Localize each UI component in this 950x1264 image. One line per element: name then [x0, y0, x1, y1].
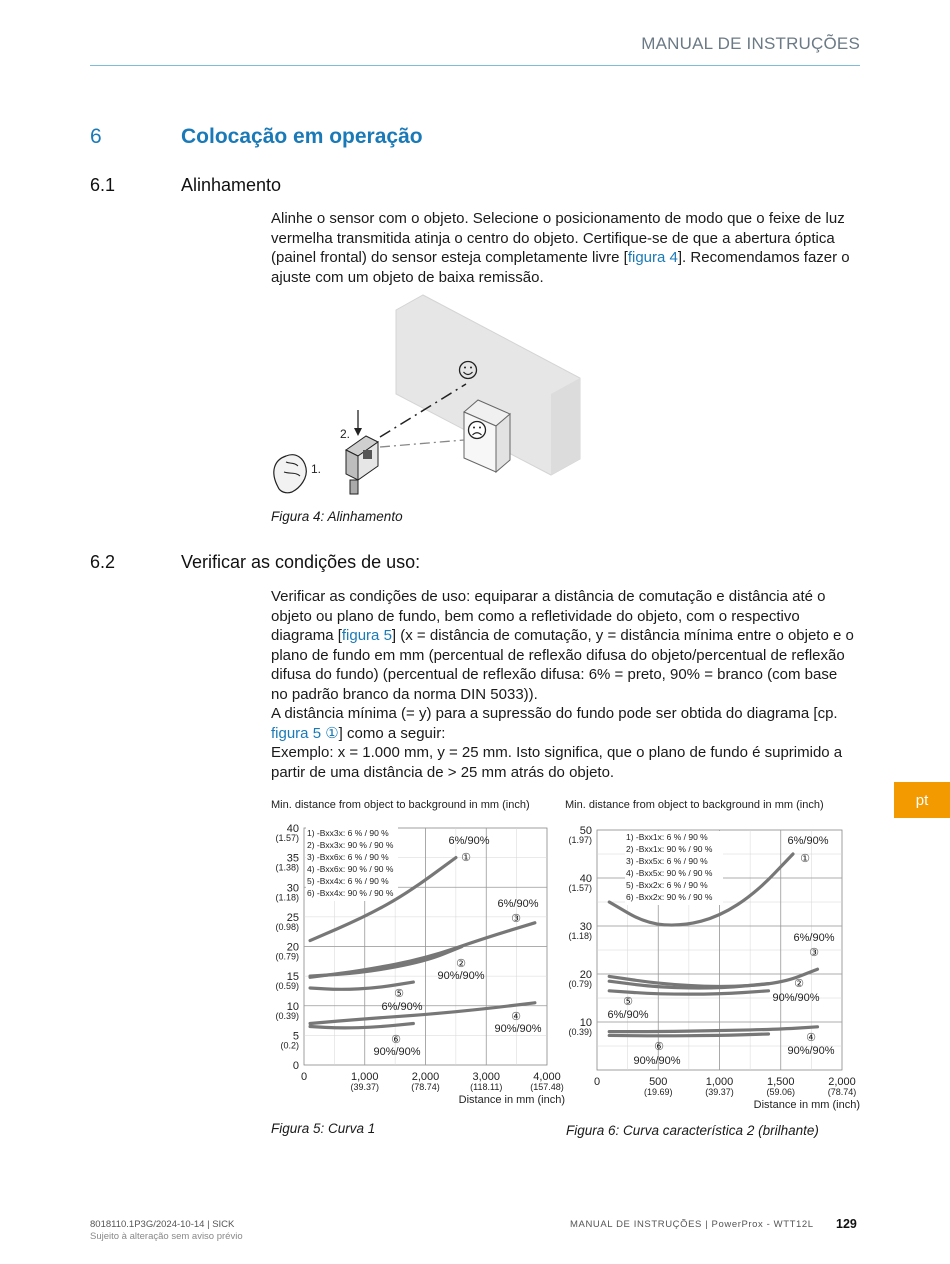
y-tick-sublabel: (1.38): [275, 862, 299, 873]
step-2-label: 2.: [340, 427, 351, 441]
figure-6-caption: Figura 6: Curva característica 2 (brilhante): [566, 1123, 819, 1138]
curve-label-2: 90%/90%: [772, 992, 820, 1004]
curve-label-5: 6%/90%: [381, 1001, 423, 1013]
curve-marker-6: ⑥: [654, 1041, 664, 1053]
curve-marker-6: ⑥: [391, 1034, 401, 1046]
curve-marker-4: ④: [511, 1011, 521, 1023]
subsection-title-alinhamento: Alinhamento: [181, 175, 282, 195]
conditions-para-1: [271, 587, 856, 704]
y-tick-label: 25: [286, 911, 299, 924]
legend-entry: 4) -Bxx6x: 90 % / 90 %: [307, 864, 394, 874]
y-tick-label: 35: [286, 852, 299, 865]
footer-doc-id: 8018110.1P3G/2024-10-14 | SICK: [90, 1219, 235, 1230]
y-tick-sublabel: (1.57): [275, 833, 299, 843]
legend-entry: 3) -Bxx5x: 6 % / 90 %: [626, 856, 708, 866]
curve-label-6: 90%/90%: [373, 1046, 421, 1058]
y-tick-sublabel: (0.59): [275, 981, 299, 992]
alignment-text-2: ]. Recomendamos fazer o ajuste com um objeto de baixa remissão.: [271, 249, 850, 286]
y-tick-label: 40: [579, 873, 592, 885]
min-distance-text-1: A distância mínima (= y) para a supressão do fundo pode ser obtida do diagrama [cp.: [271, 705, 838, 722]
example-text: Exemplo: x = 1.000 mm, y = 25 mm. Isto significa, que o plano de fundo é suprimido a partir de uma distância de > 25 mm atrás do objeto.: [271, 744, 843, 781]
y-tick-label: 10: [579, 1017, 592, 1029]
curve-label-6: 90%/90%: [633, 1055, 681, 1067]
curve-marker-2: ②: [456, 958, 466, 970]
page-number: 129: [836, 1217, 857, 1231]
y-tick-label: 15: [286, 971, 299, 984]
curve-marker-3: ③: [511, 913, 521, 925]
hand-icon: [274, 455, 306, 493]
x-tick-sublabel: (39.37): [705, 1087, 734, 1097]
y-tick-sublabel: (1.57): [568, 883, 592, 893]
chart-title: Min. distance from object to background in mm (inch): [565, 799, 824, 811]
legend-entry: 2) -Bxx3x: 90 % / 90 %: [307, 840, 394, 850]
chart-curve-1: [268, 795, 568, 1115]
legend-entry: 6) -Bxx2x: 90 % / 90 %: [626, 892, 713, 902]
legend-entry: 6) -Bxx4x: 90 % / 90 %: [307, 888, 394, 898]
y-tick-sublabel: (0.98): [275, 921, 299, 932]
series-line-6: [609, 1034, 768, 1036]
x-tick-sublabel: (157.48): [530, 1082, 564, 1092]
subsection-number-6-2: 6.2: [90, 552, 116, 572]
figure-5-caption: Figura 5: Curva 1: [271, 1121, 376, 1136]
sad-face-icon: [469, 422, 486, 439]
x-tick-label: 0: [593, 1076, 601, 1088]
curve-marker-5: ⑤: [394, 988, 404, 1000]
x-tick-label: 2,000: [411, 1071, 440, 1083]
y-tick-label: 5: [292, 1030, 299, 1043]
y-tick-label: 0: [292, 1060, 299, 1072]
header-divider: [90, 65, 860, 66]
subsection-number-6-1: 6.1: [90, 175, 116, 195]
section-number: 6: [90, 125, 102, 148]
curve-label-1: 6%/90%: [787, 835, 829, 847]
curve-marker-1: ①: [461, 852, 471, 864]
curve-label-4: 90%/90%: [787, 1045, 835, 1057]
y-tick-sublabel: (0.79): [568, 979, 592, 989]
x-tick-label: 0: [300, 1071, 308, 1083]
figure-4-link[interactable]: figura 4: [627, 249, 678, 266]
conditions-text-1: Verificar as condições de uso: equiparar a distância de comutação e distância até o objeto ou plano de fundo, bem como a refletividade do objeto, com o respectivo diagrama [: [271, 588, 826, 644]
curve-marker-4: ④: [806, 1032, 816, 1044]
legend-entry: 4) -Bxx5x: 90 % / 90 %: [626, 868, 713, 878]
legend-entry: 1) -Bxx1x: 6 % / 90 %: [626, 832, 708, 842]
curve-label-4: 90%/90%: [494, 1023, 542, 1035]
x-tick-label: 4,000: [533, 1071, 561, 1083]
x-tick-sublabel: (118.11): [470, 1082, 503, 1092]
curve-label-3: 6%/90%: [497, 898, 539, 910]
conditions-text-2: ] (x = distância de comutação, y = distância mínima entre o objeto e o plano de fundo em mm (percentual de reflexão difusa do objeto/percentual de reflexão difusa do fundo) (percentual de reflexão difusa: 6% = preto, 90% = branco (com base no padrão branco da norma DIN 5033)).: [271, 627, 854, 703]
y-tick-label: 30: [286, 882, 299, 895]
figure-4-caption: Figura 4: Alinhamento: [271, 509, 403, 524]
curve-label-1: 6%/90%: [448, 835, 490, 847]
curve-marker-5: ⑤: [623, 996, 633, 1008]
curve-label-3: 6%/90%: [793, 932, 835, 944]
x-tick-label: 2,000: [828, 1076, 856, 1088]
footer-manual-title: MANUAL DE INSTRUÇÕES | PowerProx - WTT12L: [570, 1219, 814, 1230]
figure-5-link[interactable]: figura 5: [341, 627, 392, 644]
curve-label-2: 90%/90%: [437, 970, 485, 982]
x-axis-label: Distance in mm (inch): [753, 1099, 860, 1111]
y-tick-label: 30: [579, 921, 592, 933]
legend-entry: 5) -Bxx4x: 6 % / 90 %: [307, 876, 389, 886]
conditions-paragraph: [271, 587, 856, 782]
legend-entry: 5) -Bxx2x: 6 % / 90 %: [626, 880, 708, 890]
y-tick-label: 20: [286, 941, 299, 954]
x-tick-label: 3,000: [472, 1071, 501, 1083]
down-arrow-icon: [354, 410, 362, 436]
chart-curve-2: [562, 795, 864, 1115]
curve-marker-3: ③: [809, 947, 819, 959]
x-tick-sublabel: (39.37): [350, 1082, 380, 1092]
y-tick-sublabel: (0.39): [568, 1027, 592, 1037]
y-tick-label: 40: [286, 823, 299, 835]
language-tab[interactable]: pt: [894, 782, 950, 818]
curve-label-5: 6%/90%: [607, 1009, 649, 1021]
y-tick-label: 10: [286, 1000, 299, 1013]
x-tick-sublabel: (19.69): [643, 1087, 673, 1097]
x-tick-label: 1,000: [350, 1071, 379, 1083]
y-tick-sublabel: (1.97): [568, 835, 592, 845]
y-tick-sublabel: (0.2): [280, 1040, 299, 1051]
y-tick-label: 50: [579, 825, 592, 837]
x-axis-label: Distance in mm (inch): [458, 1094, 565, 1106]
step-1-label: 1.: [311, 462, 322, 476]
x-tick-sublabel: (78.74): [827, 1087, 857, 1097]
x-tick-sublabel: (78.74): [411, 1082, 440, 1092]
x-tick-label: 1,500: [766, 1076, 795, 1088]
x-tick-sublabel: (59.06): [766, 1087, 796, 1097]
conditions-para-2: [271, 704, 856, 743]
legend-entry: 3) -Bxx6x: 6 % / 90 %: [307, 852, 389, 862]
y-tick-sublabel: (1.18): [275, 892, 299, 903]
min-distance-text-2: ] como a seguir:: [338, 724, 446, 742]
alignment-illustration: [268, 292, 588, 504]
curve-marker-1: ①: [800, 853, 810, 865]
sensor-device-icon: [346, 436, 378, 494]
chart-title: Min. distance from object to background in mm (inch): [271, 799, 530, 811]
x-tick-label: 500: [649, 1076, 668, 1088]
subsection-title-conditions: Verificar as condições de uso:: [181, 552, 421, 572]
legend-entry: 2) -Bxx1x: 90 % / 90 %: [626, 844, 713, 854]
y-tick-label: 20: [579, 969, 592, 981]
y-tick-sublabel: (1.18): [568, 931, 592, 941]
legend-entry: 1) -Bxx3x: 6 % / 90 %: [307, 828, 389, 838]
curve-marker-2: ②: [794, 978, 804, 990]
alignment-paragraph: [271, 209, 861, 287]
y-tick-sublabel: (0.79): [275, 951, 299, 962]
section-title: Colocação em operação: [181, 125, 423, 148]
y-tick-sublabel: (0.39): [275, 1010, 299, 1021]
figure-5-ref-link[interactable]: figura 5 ①: [271, 724, 339, 742]
footer-notice: Sujeito à alteração sem aviso prévio: [90, 1231, 243, 1242]
alignment-text-1: Alinhe o sensor com o objeto. Selecione o posicionamento de modo que o feixe de luz vermelha transmitida atinja o centro do objeto. Certifique-se de que a abertura óptica (painel frontal) do sensor esteja completamente livre [: [271, 210, 845, 266]
running-header: MANUAL DE INSTRUÇÕES: [641, 34, 860, 53]
x-tick-label: 1,000: [705, 1076, 734, 1088]
